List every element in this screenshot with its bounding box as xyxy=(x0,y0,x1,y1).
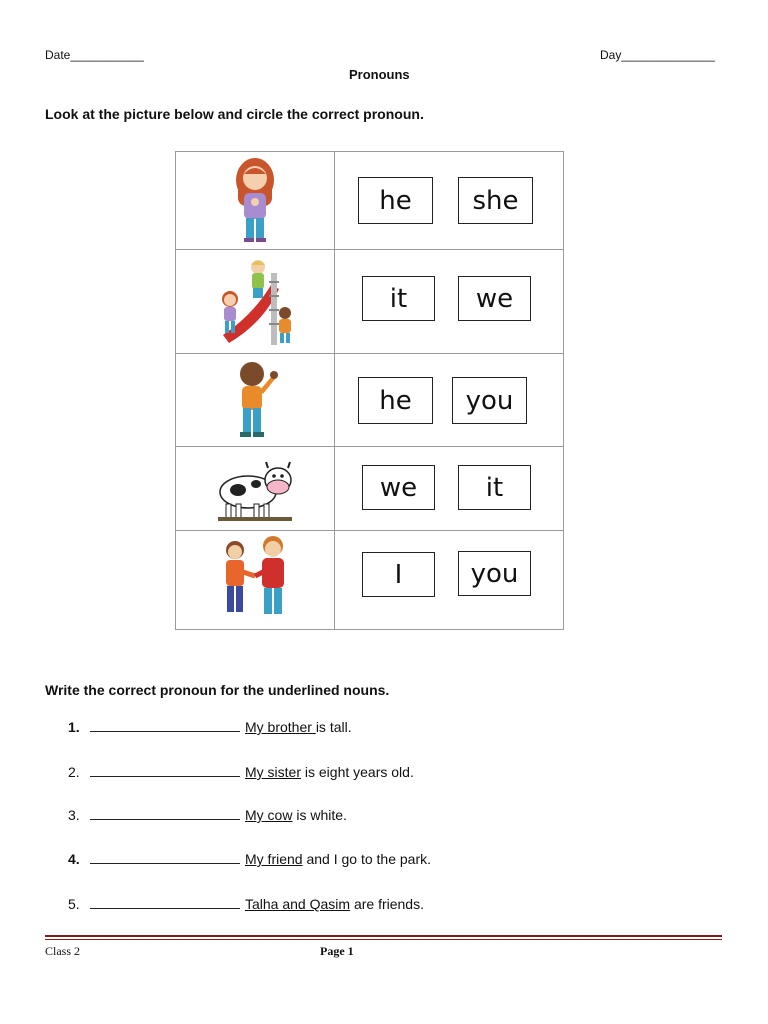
options-cell xyxy=(335,354,564,447)
pronoun-picture-table xyxy=(175,151,564,630)
answer-blank[interactable] xyxy=(90,719,240,732)
sentence-rest: is white. xyxy=(292,807,347,823)
boy-picture xyxy=(230,358,280,442)
table-row xyxy=(176,152,564,250)
options-cell xyxy=(335,447,564,531)
option-box[interactable]: you xyxy=(458,551,531,596)
picture-cell xyxy=(176,354,335,447)
picture-cell xyxy=(176,447,335,531)
underlined-noun: Talha and Qasim xyxy=(245,896,351,912)
option-box[interactable]: it xyxy=(458,465,531,510)
question-item xyxy=(68,807,347,823)
section2-instruction: Write the correct pronoun for the underlined nouns. xyxy=(45,682,390,698)
table-row xyxy=(176,447,564,531)
underlined-noun: My friend xyxy=(245,851,303,867)
answer-blank[interactable] xyxy=(90,896,240,909)
picture-cell xyxy=(176,250,335,354)
question-item xyxy=(68,719,352,735)
underlined-noun: My sister xyxy=(245,764,301,780)
question-number: 2. xyxy=(68,764,80,780)
underlined-noun: My brother xyxy=(245,719,316,735)
question-number: 1. xyxy=(68,719,80,735)
option-box[interactable]: he xyxy=(358,177,433,224)
footer-page-number: Page 1 xyxy=(320,944,354,958)
options-cell xyxy=(335,250,564,354)
footer-rule xyxy=(45,935,722,937)
option-box[interactable]: we xyxy=(362,465,435,510)
options-cell xyxy=(335,531,564,630)
answer-blank[interactable] xyxy=(90,807,240,820)
option-box[interactable]: she xyxy=(458,177,533,224)
day-field: Day______________ xyxy=(600,48,715,62)
section1-instruction: Look at the picture below and circle the correct pronoun. xyxy=(45,106,424,122)
option-box[interactable]: he xyxy=(358,377,433,424)
underlined-noun: My cow xyxy=(245,807,293,823)
children-on-slide-picture xyxy=(213,255,297,349)
sentence-rest: is eight years old. xyxy=(301,764,414,780)
question-number: 3. xyxy=(68,807,80,823)
footer-class: Class 2 xyxy=(45,944,81,958)
option-box[interactable]: we xyxy=(458,276,531,321)
answer-blank[interactable] xyxy=(90,764,240,777)
cow-picture xyxy=(212,454,298,524)
question-number: 4. xyxy=(68,851,80,867)
answer-blank[interactable] xyxy=(90,851,240,864)
picture-cell xyxy=(176,531,335,630)
table-row xyxy=(176,531,564,630)
question-item xyxy=(68,896,424,912)
question-item xyxy=(68,764,414,780)
sentence-rest: is tall. xyxy=(315,719,352,735)
option-box[interactable]: you xyxy=(452,377,527,424)
sentence-rest: are friends. xyxy=(350,896,424,912)
question-item xyxy=(68,851,431,867)
date-field: Date___________ xyxy=(45,48,144,62)
girl-picture xyxy=(225,156,285,246)
two-boys-shaking-hands-picture xyxy=(217,536,293,624)
table-row xyxy=(176,250,564,354)
options-cell xyxy=(335,152,564,250)
question-number: 5. xyxy=(68,896,80,912)
footer-rule-thin xyxy=(45,939,722,940)
table-row xyxy=(176,354,564,447)
page-title: Pronouns xyxy=(349,67,410,82)
picture-cell xyxy=(176,152,335,250)
option-box[interactable]: it xyxy=(362,276,435,321)
sentence-rest: and I go to the park. xyxy=(302,851,431,867)
option-box[interactable]: I xyxy=(362,552,435,597)
